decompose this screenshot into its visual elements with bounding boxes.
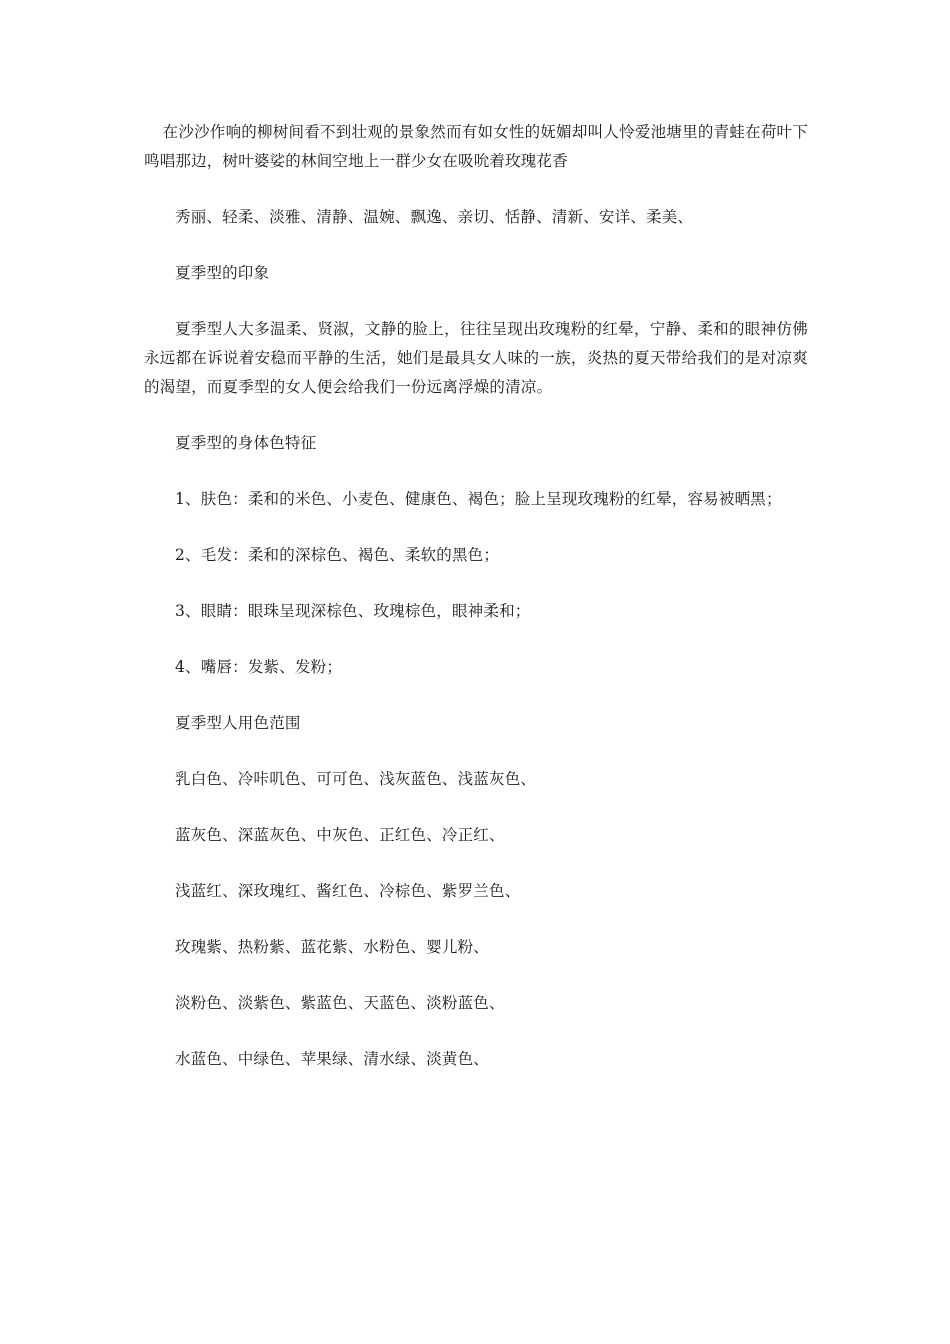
section-heading-color-range: 夏季型人用色范围 [175, 714, 301, 732]
feature-eyes: 3、眼睛：眼珠呈现深棕色、玫瑰棕色，眼神柔和； [175, 602, 531, 620]
impression-paragraph: 夏季型人大多温柔、贤淑，文静的脸上，往往呈现出玫瑰粉的红晕，宁静、柔和的眼神仿佛永远都在诉说着安稳而平静的生活，她们是最具女人味的一族，炎热的夏天带给我们的是对凉爽的渴望，而夏季型的女人便会给我们一份远离浮燥的清凉。 [144, 320, 808, 396]
color-list-line-6: 水蓝色、中绿色、苹果绿、清水绿、淡黄色、 [175, 1050, 490, 1068]
color-list-line-3: 浅蓝红、深玫瑰红、酱红色、冷棕色、紫罗兰色、 [175, 882, 521, 900]
feature-hair: 2、毛发：柔和的深棕色、褐色、柔软的黑色； [175, 546, 500, 564]
color-list-line-4: 玫瑰紫、热粉紫、蓝花紫、水粉色、婴儿粉、 [175, 938, 490, 956]
section-heading-impression: 夏季型的印象 [175, 264, 270, 282]
color-list-line-2: 蓝灰色、深蓝灰色、中灰色、正红色、冷正红、 [175, 826, 505, 844]
color-list-line-1: 乳白色、冷咔叽色、可可色、浅灰蓝色、浅蓝灰色、 [175, 770, 537, 788]
document-body [144, 118, 808, 1074]
feature-skin: 1、肤色：柔和的米色、小麦色、健康色、褐色；脸上呈现玫瑰粉的红晕，容易被晒黑； [175, 490, 782, 508]
summer-keywords: 秀丽、轻柔、淡雅、清静、温婉、飘逸、亲切、恬静、清新、安详、柔美、 [175, 208, 694, 226]
color-list-line-5: 淡粉色、淡紫色、紫蓝色、天蓝色、淡粉蓝色、 [175, 994, 505, 1012]
feature-lips: 4、嘴唇：发紫、发粉； [175, 658, 343, 676]
section-heading-body-color: 夏季型的身体色特征 [175, 434, 317, 452]
intro-paragraph: 在沙沙作响的柳树间看不到壮观的景象然而有如女性的妩媚却叫人怜爱池塘里的青蛙在荷叶下鸣唱那边，树叶婆娑的林间空地上一群少女在吸吮着玫瑰花香 [144, 123, 808, 170]
